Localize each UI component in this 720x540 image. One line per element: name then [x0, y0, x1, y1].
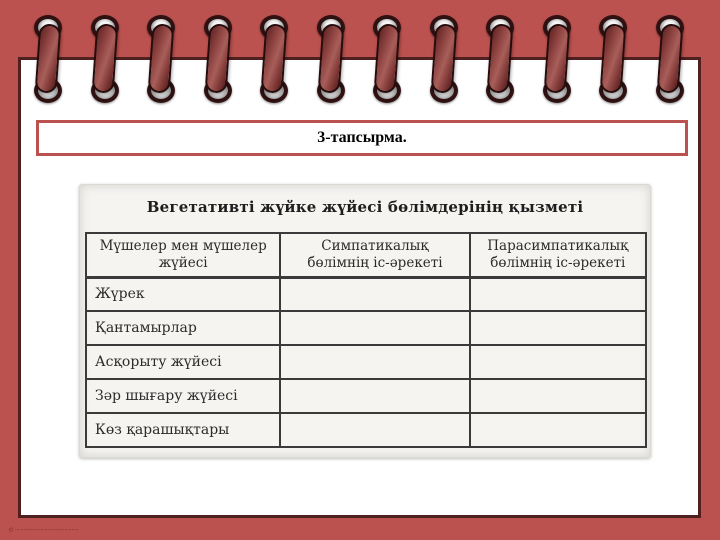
- parasympathetic-cell: [470, 413, 646, 447]
- parasympathetic-cell: [470, 311, 646, 345]
- binding-rings: [31, 15, 687, 103]
- binding-ring: [88, 15, 122, 103]
- col-header-parasympathetic-line1: Парасимпатикалық: [487, 237, 629, 254]
- table-row: [86, 413, 646, 447]
- binding-ring: [31, 15, 65, 103]
- col-header-parasympathetic-line2: бөлімнің іс-әрекеті: [490, 254, 626, 271]
- ring-band: [430, 23, 457, 93]
- sympathetic-cell: [280, 277, 469, 311]
- sympathetic-cell: [280, 311, 469, 345]
- col-header-sympathetic: [280, 233, 469, 277]
- sympathetic-cell: [280, 413, 469, 447]
- ring-band: [656, 23, 683, 93]
- binding-ring: [540, 15, 574, 103]
- col-header-organs-line1: Мүшелер мен мүшелер: [99, 237, 267, 254]
- organ-cell: Жүрек: [86, 277, 280, 311]
- parasympathetic-cell: [470, 379, 646, 413]
- table-row: [86, 311, 646, 345]
- table-row: [86, 277, 646, 311]
- col-header-organs-line2: жүйесі: [158, 254, 208, 271]
- binding-ring: [201, 15, 235, 103]
- col-header-organs: [86, 233, 280, 277]
- organ-cell: Қантамырлар: [86, 311, 280, 345]
- binding-ring: [596, 15, 630, 103]
- worksheet-title: Вегетативті жүйке жүйесі бөлімдерінің қызметі: [146, 198, 584, 216]
- sympathetic-cell: [280, 345, 469, 379]
- copyright-watermark: © ·············································: [8, 527, 79, 534]
- col-header-sympathetic-line2: бөлімнің іс-әрекеті: [307, 254, 443, 271]
- task-title-box: [36, 120, 688, 156]
- table-header-row: [86, 233, 646, 277]
- binding-ring: [483, 15, 517, 103]
- ring-band: [543, 23, 570, 93]
- binding-ring: [370, 15, 404, 103]
- parasympathetic-cell: [470, 277, 646, 311]
- ring-band: [204, 23, 231, 93]
- ring-band: [317, 23, 344, 93]
- parasympathetic-cell: [470, 345, 646, 379]
- task-title: 3-тапсырма.: [317, 129, 407, 146]
- worksheet-scan: [79, 184, 651, 458]
- binding-ring: [314, 15, 348, 103]
- col-header-parasympathetic: [470, 233, 646, 277]
- binding-ring: [144, 15, 178, 103]
- col-header-sympathetic-line1: Симпатикалық: [321, 237, 429, 254]
- organ-cell: Көз қарашықтары: [86, 413, 280, 447]
- table-row: [86, 379, 646, 413]
- sympathetic-cell: [280, 379, 469, 413]
- binding-ring: [257, 15, 291, 103]
- binding-ring: [653, 15, 687, 103]
- organ-cell: Асқорыту жүйесі: [86, 345, 280, 379]
- ring-band: [91, 23, 118, 93]
- worksheet-table: [85, 232, 647, 448]
- binding-ring: [427, 15, 461, 103]
- table-row: [86, 345, 646, 379]
- organ-cell: Зәр шығару жүйесі: [86, 379, 280, 413]
